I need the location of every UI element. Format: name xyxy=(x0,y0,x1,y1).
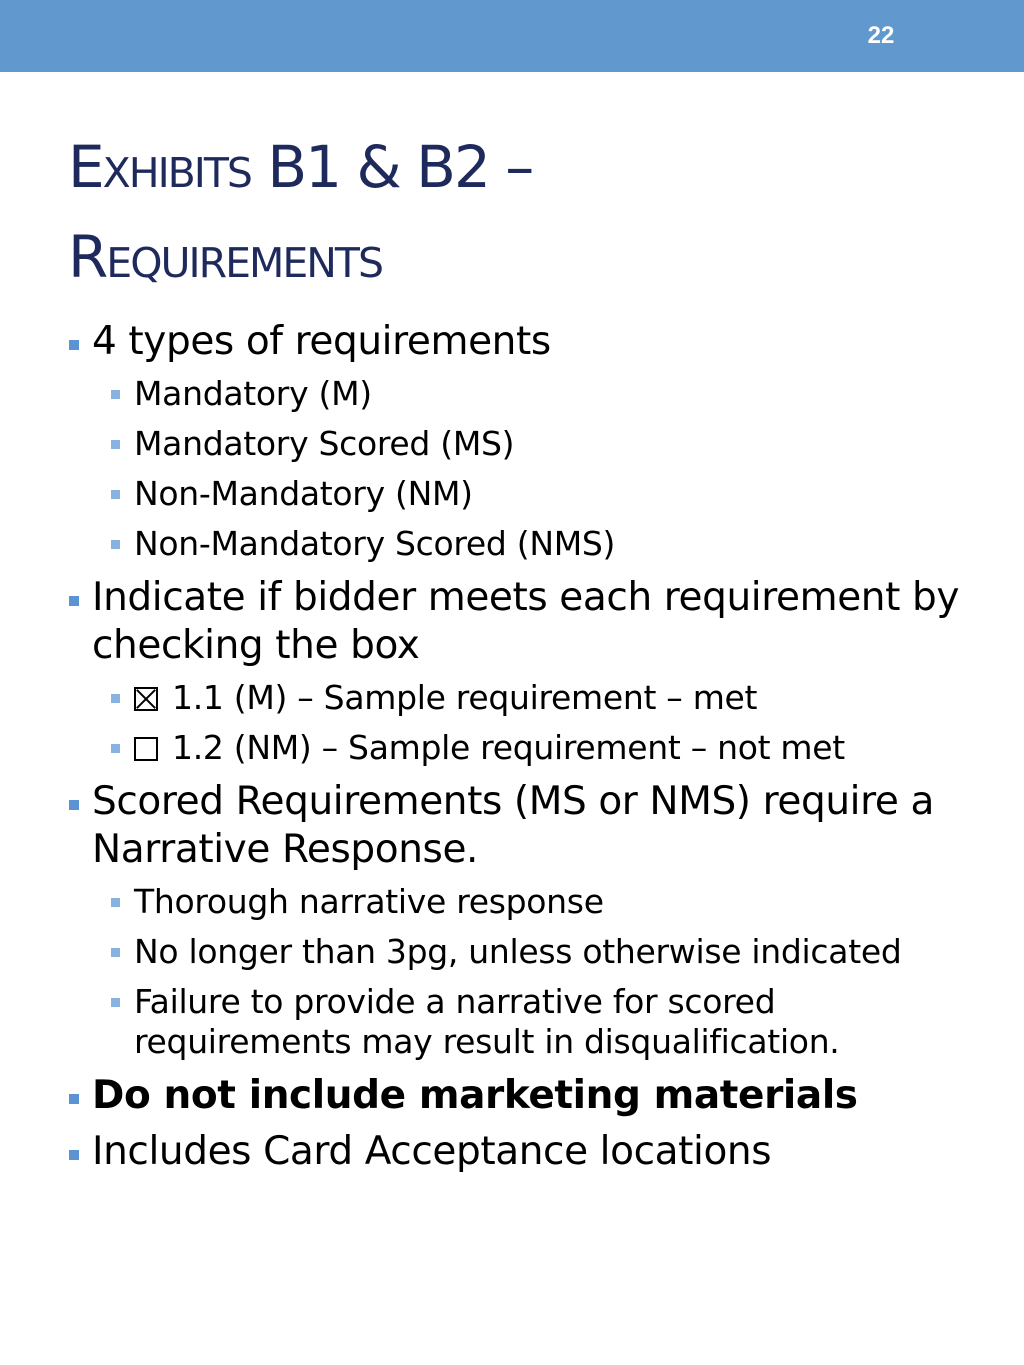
header-bar xyxy=(0,0,1024,72)
slide-title-line-1: Exhibits B1 & B2 – xyxy=(68,133,533,201)
bullet-text: Includes Card Acceptance locations xyxy=(92,1129,772,1174)
scored-requirements-list xyxy=(68,882,968,1062)
sub-bullet-text: 1.1 (M) – Sample requirement – met xyxy=(172,678,758,717)
slide-title xyxy=(68,122,532,302)
sub-bullet: Thorough narrative response xyxy=(68,882,968,922)
sub-bullet: Failure to provide a narrative for scored requirements may result in disqualification. xyxy=(68,982,968,1062)
bullet-list xyxy=(68,318,968,1184)
sub-bullet-not-met xyxy=(68,728,968,768)
slide-number: 22 xyxy=(867,22,895,49)
checkbox-examples-list xyxy=(68,678,968,768)
bullet-no-marketing xyxy=(68,1072,968,1120)
sub-bullet-text: 1.2 (NM) – Sample requirement – not met xyxy=(172,728,845,767)
bullet-indicate-requirement xyxy=(68,574,968,670)
bullet-text: Do not include marketing materials xyxy=(92,1073,858,1118)
sub-bullet: Non-Mandatory (NM) xyxy=(68,474,968,514)
sub-bullet-met xyxy=(68,678,968,718)
bullet-scored-requirements xyxy=(68,778,968,874)
bullet-requirement-types xyxy=(68,318,968,366)
checked-box-icon xyxy=(134,687,158,711)
bullet-text: Scored Requirements (MS or NMS) require a Narrative Response. xyxy=(92,779,934,872)
bullet-card-acceptance xyxy=(68,1128,968,1176)
sub-bullet: No longer than 3pg, unless otherwise indicated xyxy=(68,932,968,972)
sub-bullet: Non-Mandatory Scored (NMS) xyxy=(68,524,968,564)
sub-bullet: Mandatory Scored (MS) xyxy=(68,424,968,464)
bullet-text: 4 types of requirements xyxy=(92,319,551,364)
slide-title-line-2: Requirements xyxy=(68,223,382,291)
sub-bullet: Mandatory (M) xyxy=(68,374,968,414)
requirement-types-list xyxy=(68,374,968,564)
empty-box-icon xyxy=(134,737,158,761)
bullet-text: Indicate if bidder meets each requirement by checking the box xyxy=(92,575,960,668)
